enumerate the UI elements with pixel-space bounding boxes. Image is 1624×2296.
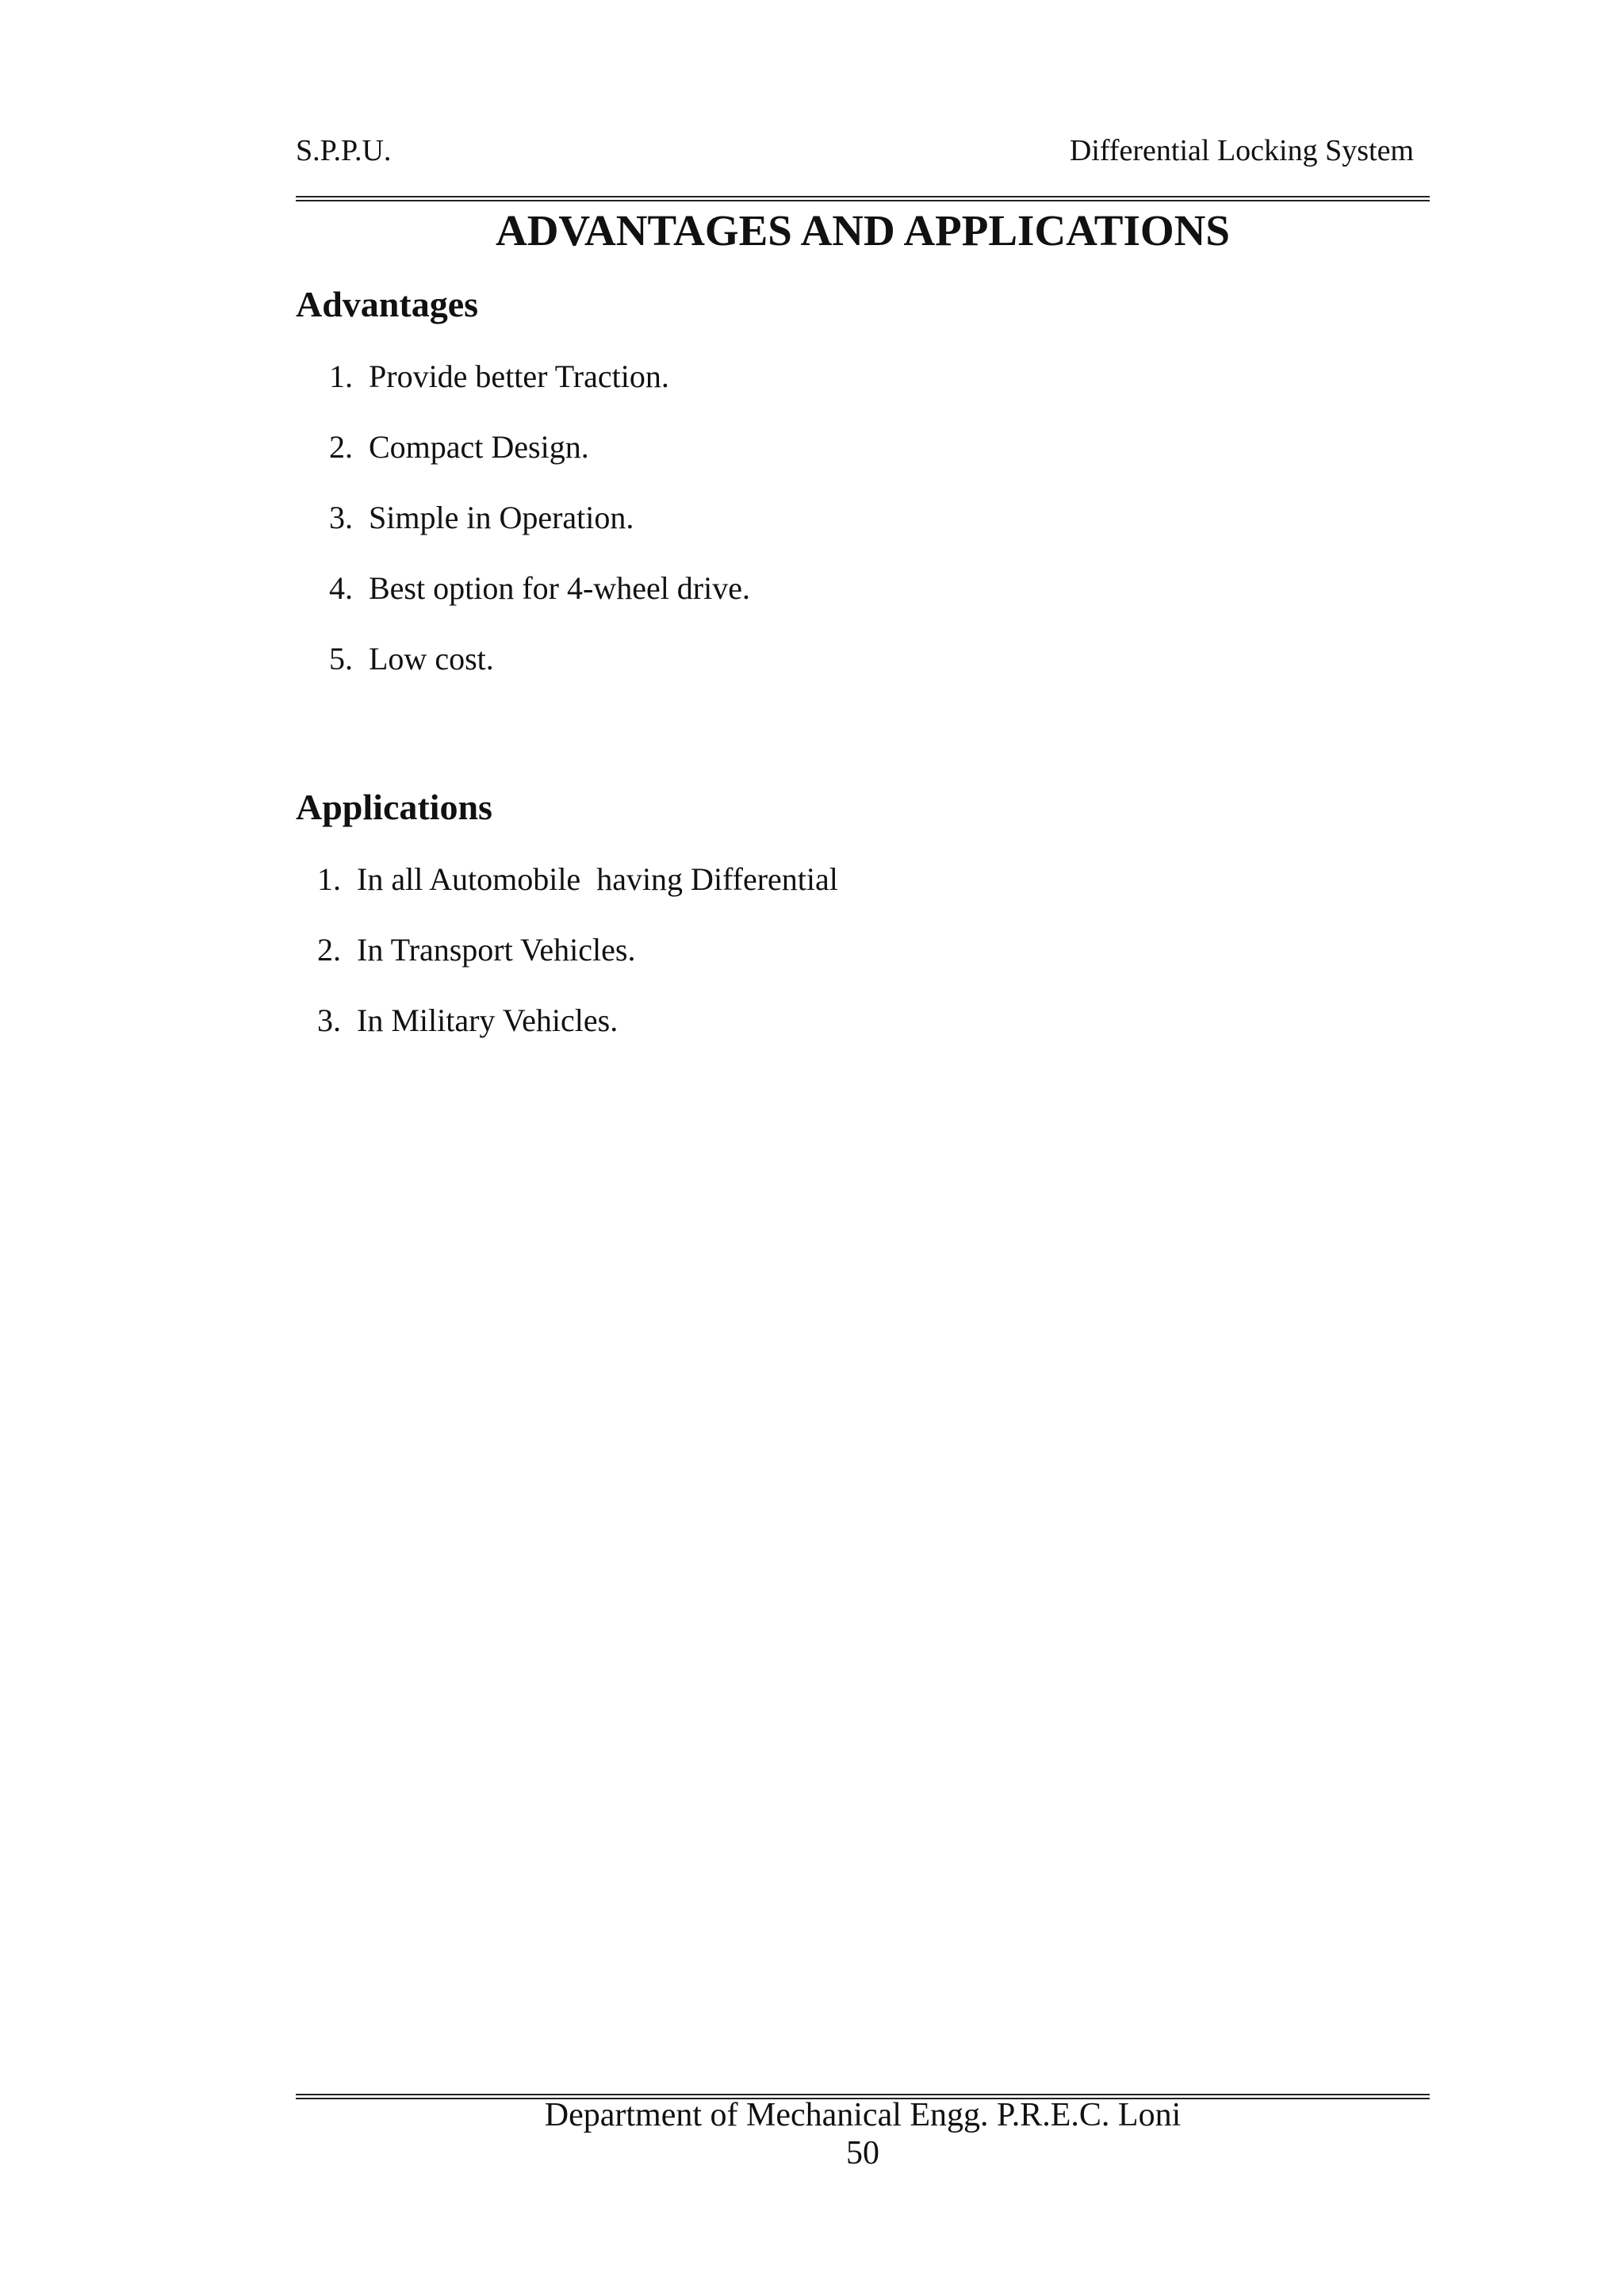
header-university: S.P.P.U.: [296, 134, 392, 167]
list-item: [317, 1001, 838, 1071]
list-item-text: In all Automobile having Differential: [357, 861, 838, 897]
applications-heading: Applications: [296, 787, 492, 827]
list-item-number: 1.: [329, 358, 353, 394]
page-footer: [296, 2096, 1430, 2172]
list-item-number: 3.: [317, 1002, 341, 1038]
list-item: [329, 498, 750, 569]
list-item-number: 2.: [329, 429, 353, 465]
list-item-text: Compact Design.: [369, 429, 589, 465]
list-item: [329, 569, 750, 639]
list-item: [317, 860, 838, 930]
list-item-number: 1.: [317, 861, 341, 897]
list-item-text: Best option for 4-wheel drive.: [369, 570, 750, 606]
list-item-text: In Transport Vehicles.: [357, 932, 636, 968]
list-item-text: Low cost.: [369, 641, 494, 677]
list-item-number: 5.: [329, 641, 353, 677]
list-item: [317, 930, 838, 1001]
list-item: [329, 639, 750, 710]
list-item-number: 4.: [329, 570, 353, 606]
header-divider: [296, 196, 1430, 201]
page-title: ADVANTAGES AND APPLICATIONS: [495, 206, 1230, 255]
advantages-heading: Advantages: [296, 284, 479, 324]
list-item: [329, 357, 750, 427]
list-item-text: In Military Vehicles.: [357, 1002, 619, 1038]
list-item-text: Provide better Traction.: [369, 358, 669, 394]
page-header: [296, 133, 1414, 174]
header-document-title: Differential Locking System: [1069, 134, 1414, 167]
page-number: 50: [846, 2135, 879, 2171]
advantages-list: [329, 357, 750, 710]
list-item: [329, 427, 750, 498]
applications-list: [317, 860, 838, 1071]
list-item-number: 2.: [317, 932, 341, 968]
footer-department: Department of Mechanical Engg. P.R.E.C. Loni: [544, 2097, 1182, 2133]
list-item-number: 3.: [329, 500, 353, 535]
list-item-text: Simple in Operation.: [369, 500, 634, 535]
